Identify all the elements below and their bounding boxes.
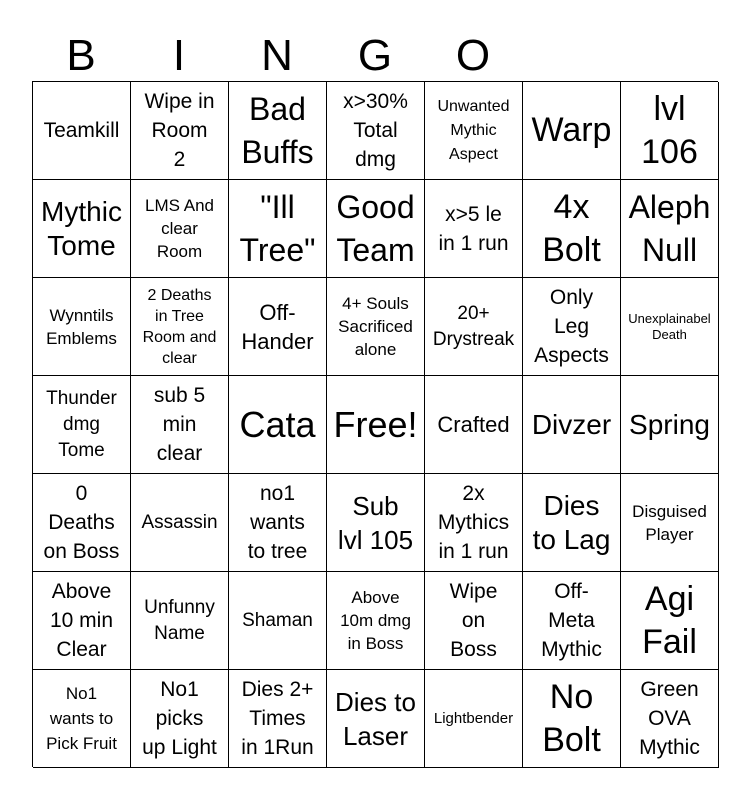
cell-text: Teamkill [43,119,120,142]
bingo-cell[interactable] [229,474,327,572]
header-letter-g: G [357,31,393,80]
bingo-cell[interactable] [33,180,131,278]
cell-text: No1 picks up Light [142,678,217,759]
bingo-cell[interactable] [523,670,621,768]
header-letter-i: I [172,31,186,80]
bingo-cell[interactable] [621,376,719,474]
cell-text: Above 10 min Clear [49,580,114,661]
bingo-cell[interactable] [229,376,327,474]
cell-text: Lightbender [433,709,514,727]
cell-text: "Ill Tree" [239,188,316,268]
cell-text: Disguised Player [632,501,707,544]
cell-text: x>5 le in 1 run [438,202,509,255]
bingo-cell[interactable] [425,180,523,278]
bingo-cell[interactable] [131,376,229,474]
bingo-cell[interactable] [33,474,131,572]
bingo-cell[interactable] [523,82,621,180]
bingo-cell[interactable] [229,82,327,180]
bingo-header [32,30,718,82]
cell-text: Off- Hander [241,299,314,354]
cell-text: Sub lvl 105 [337,490,414,555]
cell-text: 20+ Drystreak [432,302,515,350]
bingo-cell[interactable] [621,180,719,278]
bingo-cell[interactable] [425,474,523,572]
bingo-cell[interactable] [425,278,523,376]
cell-text: Warp [531,111,612,149]
cell-text: No1 wants to Pick Fruit [46,684,117,753]
cell-text: 4x Bolt [542,187,601,269]
bingo-cell[interactable] [33,376,131,474]
cell-text: Agi Fail [642,579,697,661]
cell-text: Wipe in Room 2 [144,90,215,171]
cell-text: Divzer [531,408,612,440]
cell-text: No Bolt [542,677,601,759]
bingo-cell[interactable] [327,82,425,180]
bingo-cell[interactable] [33,278,131,376]
bingo-cell[interactable] [33,82,131,180]
cell-text: Dies to Laser [335,686,416,751]
header-letter-b: B [66,31,96,80]
bingo-cell[interactable] [327,376,425,474]
bingo-grid [32,81,718,767]
bingo-cell[interactable] [229,278,327,376]
cell-text: 2x Mythics in 1 run [437,482,510,563]
cell-text: 2 Deaths in Tree Room and clear [142,286,217,367]
bingo-cell[interactable] [131,180,229,278]
cell-text: Dies 2+ Times in 1Run [241,678,314,759]
cell-text: Free! [333,403,418,445]
bingo-cell[interactable] [327,278,425,376]
cell-text: Dies to Lag [532,489,611,555]
cell-text: Shaman [242,609,313,631]
cell-text: 0 Deaths on Boss [43,482,120,563]
bingo-cell[interactable] [131,278,229,376]
bingo-cell[interactable] [523,572,621,670]
bingo-cell[interactable] [523,376,621,474]
bingo-cell[interactable] [621,572,719,670]
cell-text: Off- Meta Mythic [541,580,602,661]
bingo-cell[interactable] [229,180,327,278]
bingo-cell[interactable] [229,670,327,768]
cell-text: Cata [239,403,316,445]
cell-text: Above 10m dmg in Boss [340,588,411,653]
cell-text: Crafted [437,412,510,437]
header-letter-o: O [455,31,491,80]
bingo-cell[interactable] [327,670,425,768]
cell-text: no1 wants to tree [247,482,308,563]
cell-text: lvl 106 [641,89,698,171]
bingo-cell[interactable] [229,572,327,670]
bingo-cell[interactable] [33,572,131,670]
bingo-cell[interactable] [425,376,523,474]
bingo-cell[interactable] [621,82,719,180]
bingo-cell[interactable] [327,572,425,670]
cell-text: Spring [629,408,710,440]
bingo-cell[interactable] [131,82,229,180]
cell-text: Mythic Tome [41,195,122,261]
bingo-cell[interactable] [327,180,425,278]
bingo-cell[interactable] [425,572,523,670]
cell-text: Aleph Null [628,188,711,268]
cell-text: Green OVA Mythic [639,678,700,759]
bingo-cell[interactable] [131,572,229,670]
bingo-cell[interactable] [621,670,719,768]
cell-text: Good Team [336,188,415,268]
cell-text: Thunder dmg Tome [46,387,117,461]
bingo-cell[interactable] [523,474,621,572]
cell-text: Bad Buffs [241,90,314,170]
header-letter-n: N [261,31,293,80]
cell-text: Wipe on Boss [449,580,498,661]
bingo-cell[interactable] [327,474,425,572]
cell-text: Unwanted Mythic Aspect [437,97,510,163]
bingo-cell[interactable] [33,670,131,768]
bingo-cell[interactable] [621,474,719,572]
bingo-cell[interactable] [523,180,621,278]
cell-text: Wynntils Emblems [46,305,117,348]
bingo-cell[interactable] [523,278,621,376]
cell-text: 4+ Souls Sacrificed alone [338,294,413,359]
cell-text: Only Leg Aspects [534,286,609,367]
cell-text: LMS And clear Room [145,196,214,261]
cell-text: Unfunny Name [144,596,215,644]
cell-text: Unexplainabel Death [628,310,711,342]
bingo-cell[interactable] [425,82,523,180]
bingo-cell[interactable] [621,278,719,376]
cell-text: sub 5 min clear [153,384,206,465]
cell-text: x>30% Total dmg [343,90,408,171]
bingo-cell[interactable] [425,670,523,768]
cell-text: Assassin [141,511,218,533]
bingo-cell[interactable] [131,670,229,768]
bingo-cell[interactable] [131,474,229,572]
